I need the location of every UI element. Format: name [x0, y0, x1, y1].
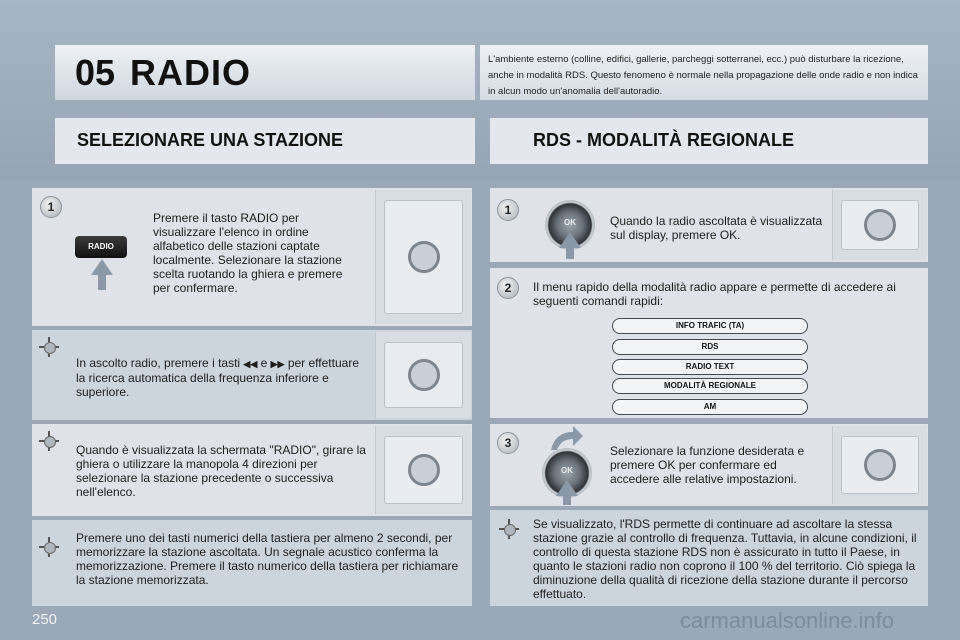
menu-item-rds: RDS: [612, 339, 808, 355]
tip-sun-icon: [38, 336, 60, 358]
seek-down-icon: ◀◀: [243, 359, 258, 369]
ok-dial-icon: OK: [542, 448, 592, 498]
right-step3-text: Selezionare la funzione desiderata e premere OK per confermare ed accedere alle relative impostazioni.: [610, 444, 805, 486]
dial-knob-icon: [408, 359, 440, 391]
left-step1-text: Premere il tasto RADIO per visualizzare l'elenco in ordine alfabetico delle stazioni captate localmente. Selezionare la stazione scelta ruotando la ghiera e premere per confermare.: [153, 211, 343, 295]
step-badge: 1: [40, 196, 62, 218]
page-number: 250: [32, 611, 58, 628]
dial-knob-icon: [864, 449, 896, 481]
left-tip1-text: In ascolto radio, premere i tasti ◀◀ e ▶▶ per effettuare la ricerca automatica della frequenza inferiore e superiore.: [76, 356, 359, 399]
arrow-shaft: [566, 247, 574, 259]
radio-unit-thumbnail: [375, 332, 471, 418]
arrow-up-icon: [556, 480, 578, 496]
radio-unit-thumbnail: [832, 190, 927, 260]
left-tip2-text: Quando è visualizzata la schermata "RADIO", girare la ghiera o utilizzare la manopola 4 direzioni per selezionare la stazione precedente o successiva nell'elenco.: [76, 443, 366, 499]
ok-dial-icon: OK: [545, 200, 595, 250]
dial-knob-icon: [408, 454, 440, 486]
radio-unit-thumbnail: [832, 426, 927, 504]
dial-knob-icon: [408, 241, 440, 273]
tip-sun-icon: [38, 536, 60, 558]
radio-unit-thumbnail: [375, 426, 471, 514]
chapter-title: RADIO: [130, 52, 251, 93]
step-badge: 2: [497, 277, 519, 299]
step-badge: 1: [497, 199, 519, 221]
arrow-shaft: [98, 274, 106, 290]
radio-unit-thumbnail: [375, 190, 471, 324]
menu-item-am: AM: [612, 399, 808, 415]
left-tip3-text: Premere uno dei tasti numerici della tastiera per almeno 2 secondi, per memorizzare la stazione ascoltata. Un segnale acustico conferma la memorizzazione. Premere il tasto numerico della tastiera per richiamare la stazione memorizzata.: [76, 531, 459, 587]
dial-knob-icon: [864, 209, 896, 241]
right-tip-text: Se visualizzato, l'RDS permette di continuare ad ascoltare la stessa stazione grazie al controllo di frequenza. Tuttavia, in alcune condizioni, il controllo di questa stazione RDS non è assicurato in tutto il Paese, in quanto le stazioni radio non coprono il 100 % del territorio. Ciò spiega la diminuzione della qualità di ricezione della stazione durante il percorso effettuato.: [533, 517, 917, 601]
menu-item-radio-text: RADIO TEXT: [612, 359, 808, 375]
arrow-up-icon: [559, 232, 581, 248]
intro-text: L'ambiente esterno (colline, edifici, gallerie, parcheggi sotterranei, ecc.) può disturbare la ricezione, anche in modalità RDS. Questo fenomeno è normale nella propagazione delle onde radio e non indica in alcun modo un'anomalia dell'autoradio.: [488, 54, 918, 97]
right-section-title: RDS - MODALITÀ REGIONALE: [533, 130, 794, 150]
arrow-up-icon: [91, 259, 113, 275]
menu-item-info-trafic: INFO TRAFIC (TA): [612, 318, 808, 334]
seek-up-icon: ▶▶: [270, 359, 285, 369]
right-step2-text: Il menu rapido della modalità radio appare e permette di accedere ai seguenti comandi rapidi:: [533, 280, 896, 308]
watermark: carmanualsonline.info: [680, 608, 895, 633]
step-badge: 3: [497, 432, 519, 454]
tip-sun-icon: [498, 518, 520, 540]
radio-button: RADIO: [75, 236, 127, 258]
chapter-header: [55, 45, 475, 100]
left-section-title: SELEZIONARE UNA STAZIONE: [77, 130, 344, 150]
menu-item-modalita-regionale: MODALITÀ REGIONALE: [612, 378, 808, 394]
chapter-number: 05: [75, 52, 116, 93]
arrow-shaft: [563, 495, 571, 505]
right-step1-text: Quando la radio ascoltata è visualizzata sul display, premere OK.: [610, 214, 823, 242]
tip-sun-icon: [38, 430, 60, 452]
